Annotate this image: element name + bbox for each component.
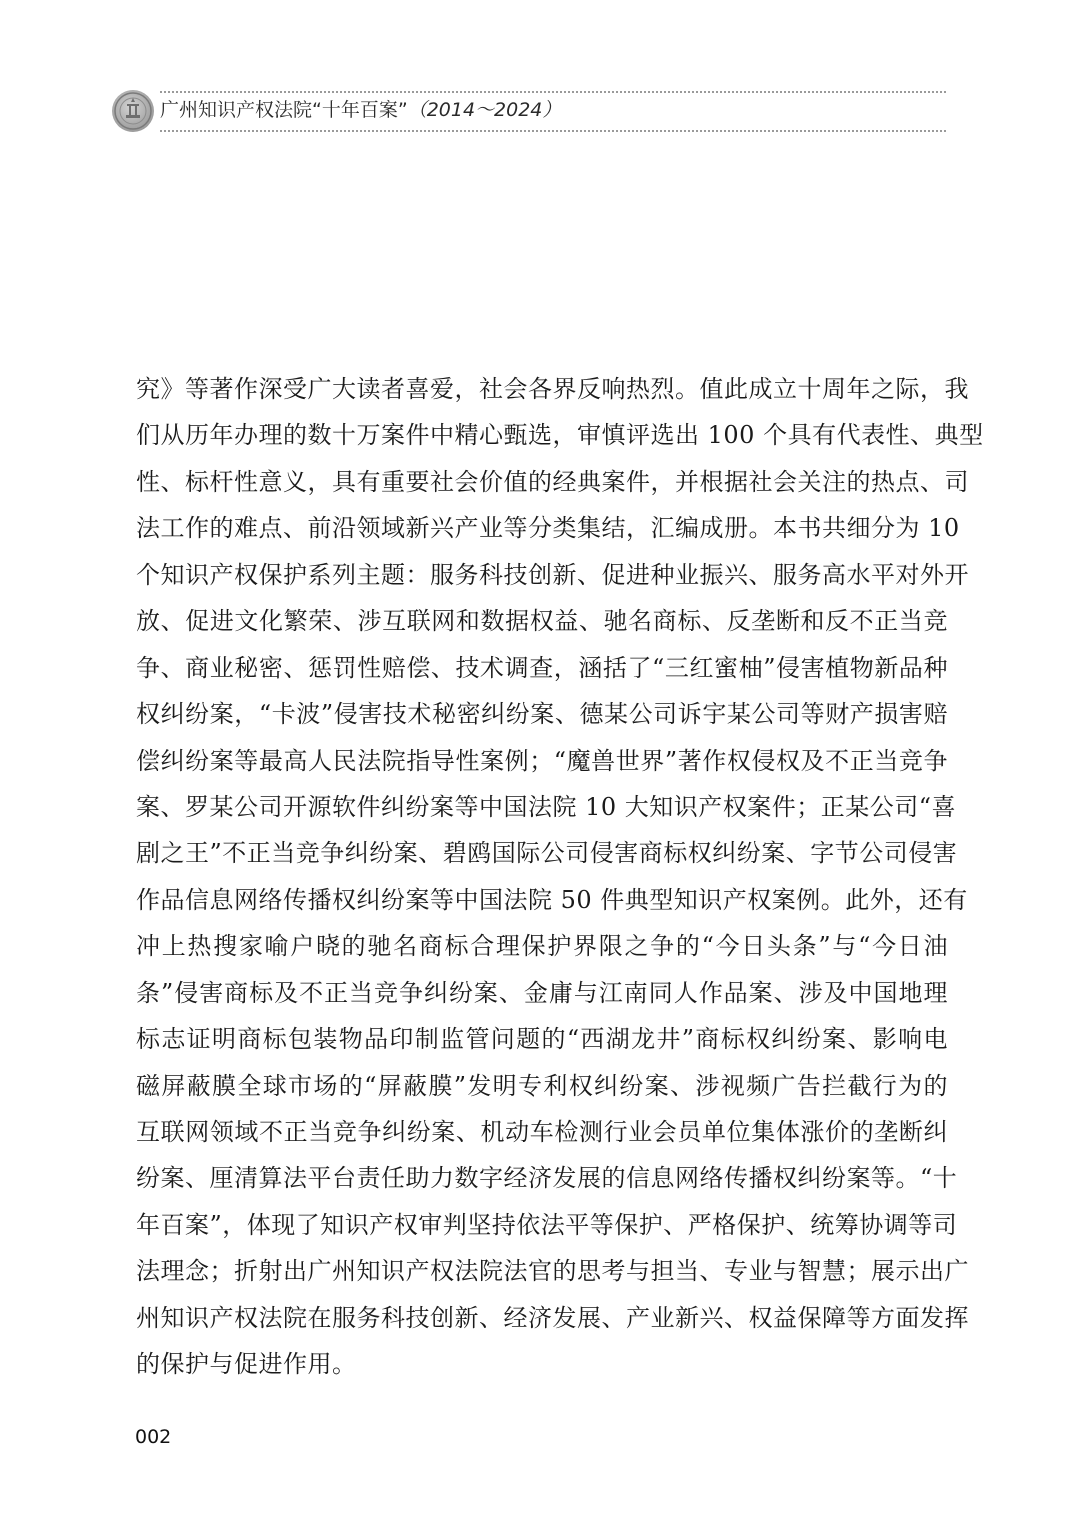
body-paragraph [136, 366, 984, 1388]
text-line: 年百案”，体现了知识产权审判坚持依法平等保护、严格保护、统筹协调等司 [136, 1210, 958, 1239]
text-line: 们从历年办理的数十万案件中精心甄选，审慎评选出 100 个具有代表性、典型 [136, 421, 984, 450]
court-emblem-icon [112, 90, 154, 132]
text-line: 究》等著作深受广大读者喜爱，社会各界反响热烈。值此成立十周年之际，我 [136, 375, 969, 403]
text-line: 性、标杆性意义，具有重要社会价值的经典案件，并根据社会关注的热点、司 [136, 467, 969, 496]
text-line: 磁屏蔽膜全球市场的“屏蔽膜”发明专利权纠纷案、涉视频广告拦截行为的 [136, 1071, 948, 1100]
header-title-text: 广州知识产权法院“十年百案” [160, 99, 408, 121]
text-line: 案、罗某公司开源软件纠纷案等中国法院 10 大知识产权案件；正某公司“喜 [136, 792, 957, 821]
text-line: 偿纠纷案等最高人民法院指导性案例；“魔兽世界”著作权侵权及不正当竞争 [136, 746, 948, 775]
text-line: 权纠纷案，“卡波”侵害技术秘密纠纷案、德某公司诉宇某公司等财产损害赔 [136, 700, 948, 729]
text-line: 标志证明商标包装物品印制监管问题的“西湖龙井”商标权纠纷案、影响电 [136, 1025, 948, 1054]
text-line: 法理念；折射出广州知识产权法院法官的思考与担当、专业与智慧；展示出广 [136, 1257, 969, 1286]
text-line: 纷案、厘清算法平台责任助力数字经济发展的信息网络传播权纠纷案等。“十 [136, 1164, 958, 1193]
header-years: （2014～2024） [407, 99, 562, 121]
running-header [110, 88, 946, 134]
header-title [160, 97, 561, 123]
text-line: 冲上热搜家喻户晓的驰名商标合理保护界限之争的“今日头条”与“今日油 [136, 932, 948, 961]
header-bottom-rule [160, 130, 946, 132]
text-line: 放、促进文化繁荣、涉互联网和数据权益、驰名商标、反垄断和反不正当竞 [136, 607, 948, 636]
text-line: 条”侵害商标及不正当竞争纠纷案、金庸与江南同人作品案、涉及中国地理 [136, 978, 948, 1007]
text-line: 作品信息网络传播权纠纷案等中国法院 50 件典型知识产权案例。此外，还有 [136, 885, 968, 914]
text-line: 个知识产权保护系列主题：服务科技创新、促进种业振兴、服务高水平对外开 [136, 560, 969, 589]
text-line: 争、商业秘密、惩罚性赔偿、技术调查，涵括了“三红蜜柚”侵害植物新品种 [136, 653, 948, 682]
text-line: 的保护与促进作用。 [136, 1350, 357, 1379]
page-number: 002 [135, 1426, 172, 1448]
text-line: 互联网领域不正当竞争纠纷案、机动车检测行业会员单位集体涨价的垄断纠 [136, 1118, 948, 1146]
text-line: 州知识产权法院在服务科技创新、经济发展、产业新兴、权益保障等方面发挥 [136, 1303, 969, 1332]
text-line: 剧之王”不正当竞争纠纷案、碧鸥国际公司侵害商标权纠纷案、字节公司侵害 [136, 839, 958, 868]
text-line: 法工作的难点、前沿领域新兴产业等分类集结，汇编成册。本书共细分为 10 [136, 514, 960, 543]
header-top-rule [160, 91, 946, 93]
